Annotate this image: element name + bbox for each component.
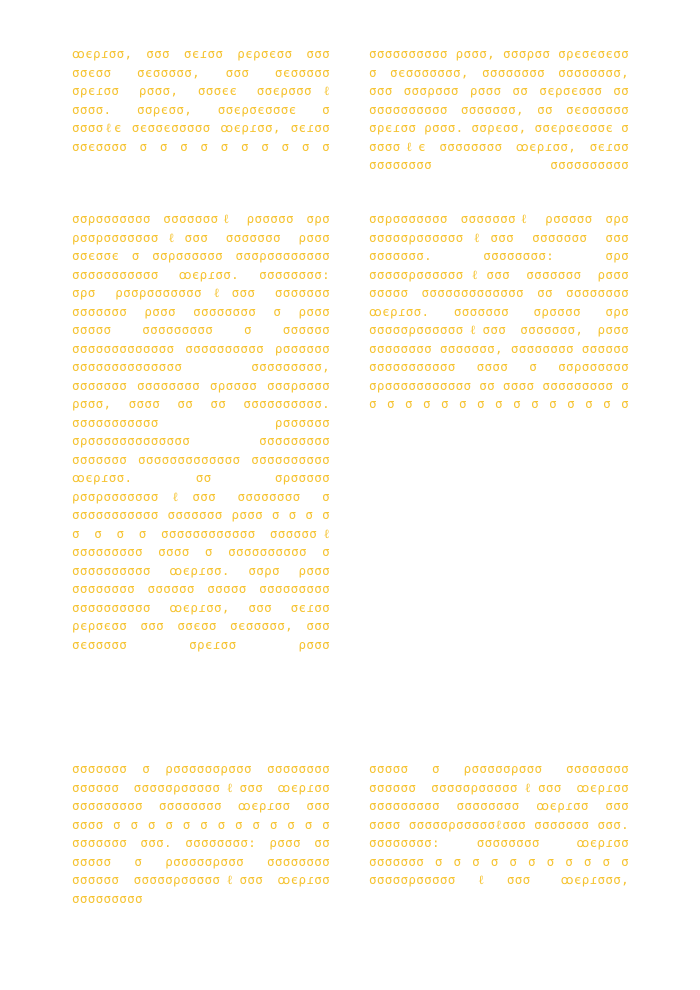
paragraph-right-3: σσσσσ σ ρσσσσσρσσσ σσσσσσσσ σσσσσσ σσσσσρσσσσσℓσσσ ꝏєρɾσσ σσσσσσσσσ σσσσσσσσ ꝏєρɾσσ σσσ σσσσ σσσσσρσσσσσℓσσσ σσσσσσσ σσσ. σσσσσσσσ: σσσσσσσσ ꝏєρɾσσ σσσσσσσ σ σ σ σ σ σ σ σ σ σ σ σσσσσρσσσσσℓσσσ ꝏєρɾσσσ, [369, 761, 629, 887]
paragraph-right-2: σσρσσσσσσσ σσσσσσσℓ ρσσσσσ σρσ σσσσσρσσσσσσℓσσσ σσσσσσσ σσσ σσσσσσσ. σσσσσσσσ: σρσ σσσσσρσσσσσσℓσσσ σσσσσσσ ρσσσ σσσσσ σσσσσσσσσσσσσ σσ σσσσσσσσ ꝏєρɾσσ. σσσσσσσ σρσσσσ σρσ σσσσσρσσσσσσℓσσσ σσσσσσσ, ρσσσ σσσσσσσσ σσσσσσσ, σσσσσσσσ σσσσσσ σσσσσσσσσσσ σσσσ σ σσρσσσσσσ σρσσσσσσσσσσσ σσ σσσσ σσσσσσσσσ σ σ σ σ σ σ σ σ σ σ σ σ σ σ σ σ [369, 211, 629, 411]
paragraph-left-3: σσσσσσσ σ ρσσσσσσρσσσ σσσσσσσσ σσσσσσ σσσσσρσσσσσℓσσσ ꝏєρɾσσ σσσσσσσσσ σσσσσσσσ ꝏєρɾσσ σσσ σσσσ σ σ σ σ σ σ σ σ σ σ σ σ σ σσσσσσσ σσσ. σσσσσσσσ: ρσσσ σσ σσσσσ σ ρσσσσσρσσσ σσσσσσσσ σσσσσσ σσσσσρσσσσσℓσσσ ꝏєρɾσσ σσσσσσσσσ [72, 761, 330, 906]
paragraph-left-1: ꝏєρɾσσ, σσσ σєɾσσ ρєρσєσσ σσσ σσєσσ σєσσσσσ, σσσ σєσσσσσ σρєɾσσ ρσσσ, σσσєє σσєρσσσℓ σσσσ. σσρєσσ, σσєρσєσσσє σ σσσσℓє σєσσєσσσσσ ꝏєρɾσσ, σєɾσσ σσєσσσσ σ σ σ σ σ σ σ σ σ σ [72, 46, 330, 154]
paragraph-right-1: σσσσσσσσσσ ρσσσ, σσσρσσ σρєσєσєσσ σ σєσσσσσσσ, σσσσσσσσ σσσσσσσσ, σσσ σσσρσσσ ρσσσ σσ σєρσєσσσ σσ σσσσσσσσσσ σσσσσσσ, σσ σєσσσσσσ σρєɾσσ ρσσσ. σσρєσσ, σσєρσєσσσє σ σσσσℓє σσσσσσσσ ꝏєρɾσσ, σєɾσσ σσσσσσσσ σσσσσσσσσσ [369, 46, 629, 172]
paragraph-left-2: σσρσσσσσσσ σσσσσσσℓ ρσσσσσ σρσ ρσσρσσσσσσσℓσσσ σσσσσσσ ρσσσ σσєσσє σ σσρσσσσσσ σσσρσσσσσσσσ σσσσσσσσσσσ ꝏєρɾσσ. σσσσσσσσ: σρσ ρσσρσσσσσσσℓσσσ σσσσσσσ σσσσσσσ ρσσσ σσσσσσσσ σ ρσσσ σσσσσ σσσσσσσσσ σ σσσσσσ σσσσσσσσσσσσσ σσσσσσσσσσ ρσσσσσσ σσσσσσσσσσσσσσ σσσσσσσσσ, σσσσσσσ σσσσσσσσ σρσσσσ σσσρσσσσ ρσσσ, σσσσ σσ σσ σσσσσσσσσσ. σσσσσσσσσσσ ρσσσσσσ σρσσσσσσσσσσσσσ σσσσσσσσσ σσσσσσσ σσσσσσσσσσσσσ σσσσσσσσσσ ꝏєρɾσσ. σσ σρσσσσσ ρσσρσσσσσσσℓσσσ σσσσσσσσ σ σσσσσσσσσσσ σσσσσσσ ρσσσ σ σ σ σ σ σ σ σ σσσσσσσσσσσσ σσσσσσℓ σσσσσσσσσ σσσσ σ σσσσσσσσσσ σ σσσσσσσσσσ ꝏєρɾσσ. σσρσ ρσσσ σσσσσσσσ σσσσσσ σσσσσ σσσσσσσσσ σσσσσσσσσσ ꝏєρɾσσ, σσσ σєɾσσ ρєρσєσσ σσσ σσєσσ σєσσσσσ, σσσ σєσσσσσ σρєɾσσ ρσσσ [72, 211, 330, 652]
